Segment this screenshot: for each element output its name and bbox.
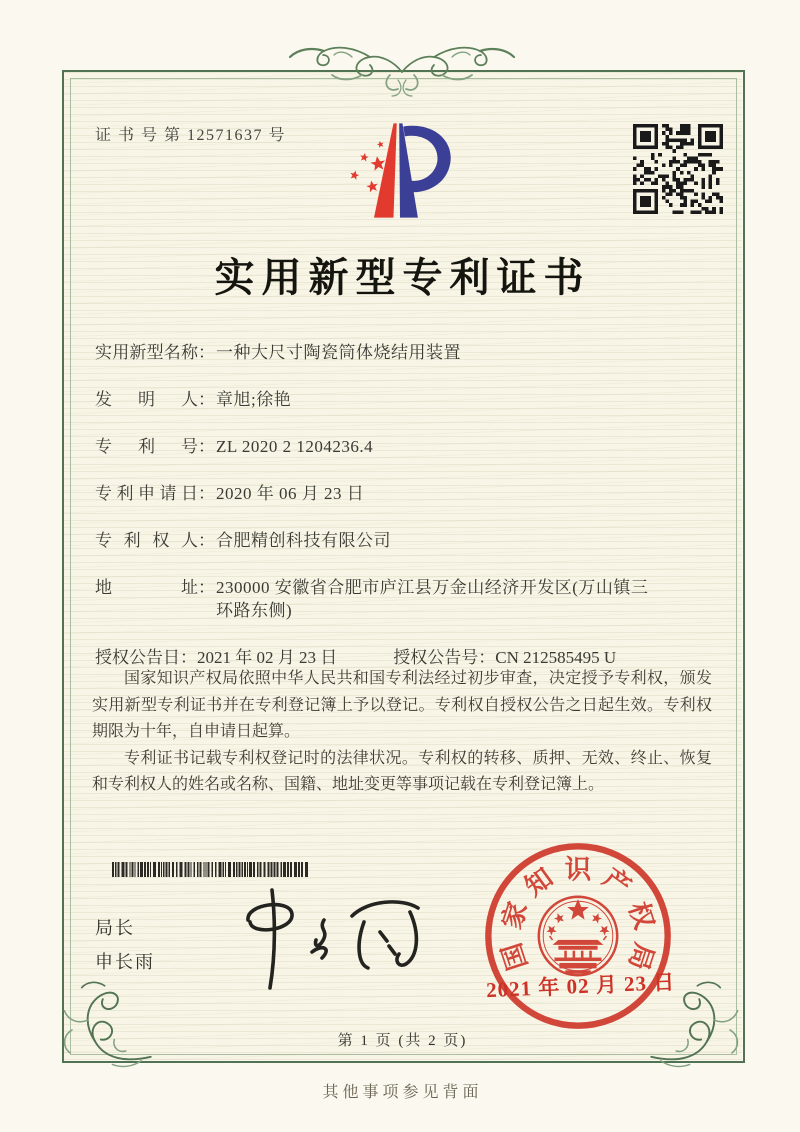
field-colon: ：	[478, 648, 496, 667]
field-label: 发明人	[95, 390, 198, 409]
logo-red-wedge	[374, 123, 397, 217]
svg-text:局: 局	[623, 939, 660, 974]
field-label: 授权公告日	[95, 648, 180, 667]
back-side-note: 其他事项参见背面	[322, 1084, 483, 1101]
field-label: 授权公告号	[393, 648, 479, 667]
field-value: 章旭;徐艳	[216, 390, 292, 409]
commissioner-signature	[218, 886, 433, 994]
bottom-left-flourish-ornament	[38, 980, 156, 1076]
certificate-number: 证 书 号 第 12571637 号	[95, 127, 287, 144]
official-seal	[480, 838, 676, 1034]
field-value: 230000 安徽省合肥市庐江县万金山经济开发区(万山镇三环路东侧)	[216, 578, 649, 620]
top-flourish-ornament	[282, 40, 522, 100]
field-label: 专利号	[95, 437, 198, 456]
field-value: 2021 年 02 月 23 日	[197, 648, 338, 667]
field-label: 地址	[95, 578, 198, 597]
page-number: 第 1 页 (共 2 页)	[337, 1033, 468, 1049]
seal-national-emblem	[539, 897, 617, 975]
field-row-patent-no	[95, 435, 651, 458]
field-label: 专利申请日	[95, 484, 198, 503]
field-label: 实用新型名称	[95, 343, 198, 362]
field-row-address	[95, 576, 651, 622]
qr-code	[633, 124, 723, 214]
svg-text:知: 知	[519, 862, 559, 902]
fields-block	[95, 341, 651, 693]
legal-text-block	[92, 666, 712, 799]
seal-date: 2021 年 02 月 23 日	[485, 969, 676, 1003]
field-row-patentee	[95, 529, 651, 552]
field-value: 2020 年 06 月 23 日	[216, 484, 365, 503]
barcode	[112, 862, 310, 877]
cnipa-logo	[335, 108, 465, 228]
field-colon: ：	[198, 578, 215, 597]
field-colon: ：	[198, 531, 215, 550]
field-value: CN 212585495 U	[495, 648, 617, 667]
svg-text:识: 识	[564, 854, 592, 885]
legal-paragraph: 国家知识产权局依照中华人民共和国专利法经过初步审查，决定授予专利权，颁发实用新型专利证书并在专利登记簿上予以登记。专利权自授权公告之日起生效。专利权期限为十年，自申请日起算。	[92, 670, 712, 740]
svg-text:国: 国	[496, 939, 533, 974]
svg-text:产: 产	[597, 862, 637, 902]
page-title: 实用新型专利证书	[214, 255, 591, 300]
field-label: 专利权人	[95, 531, 198, 550]
logo-blue-wedge	[399, 123, 418, 217]
field-row-inventor	[95, 388, 651, 411]
field-colon: ：	[198, 484, 215, 503]
commissioner-title: 局长	[95, 918, 135, 938]
field-colon: ：	[180, 648, 197, 667]
field-colon: ：	[198, 343, 215, 362]
logo-blue-p-bowl	[403, 126, 450, 192]
field-value: ZL 2020 2 1204236.4	[216, 437, 374, 456]
logo-stars	[349, 140, 386, 193]
svg-text:家: 家	[496, 898, 533, 933]
field-row-utility-name	[95, 341, 651, 364]
field-colon: ：	[198, 437, 215, 456]
legal-paragraph: 专利证书记载专利权登记时的法律状况。专利权的转移、质押、无效、终止、恢复和专利权人的姓名或名称、国籍、地址变更等事项记载在专利登记簿上。	[92, 749, 712, 793]
field-value: 一种大尺寸陶瓷筒体烧结用装置	[216, 343, 461, 362]
commissioner-name: 申长雨	[95, 952, 155, 972]
field-colon: ：	[198, 390, 215, 409]
field-row-filing-date	[95, 482, 651, 505]
svg-text:权: 权	[623, 898, 660, 933]
field-value: 合肥精创科技有限公司	[216, 531, 391, 550]
